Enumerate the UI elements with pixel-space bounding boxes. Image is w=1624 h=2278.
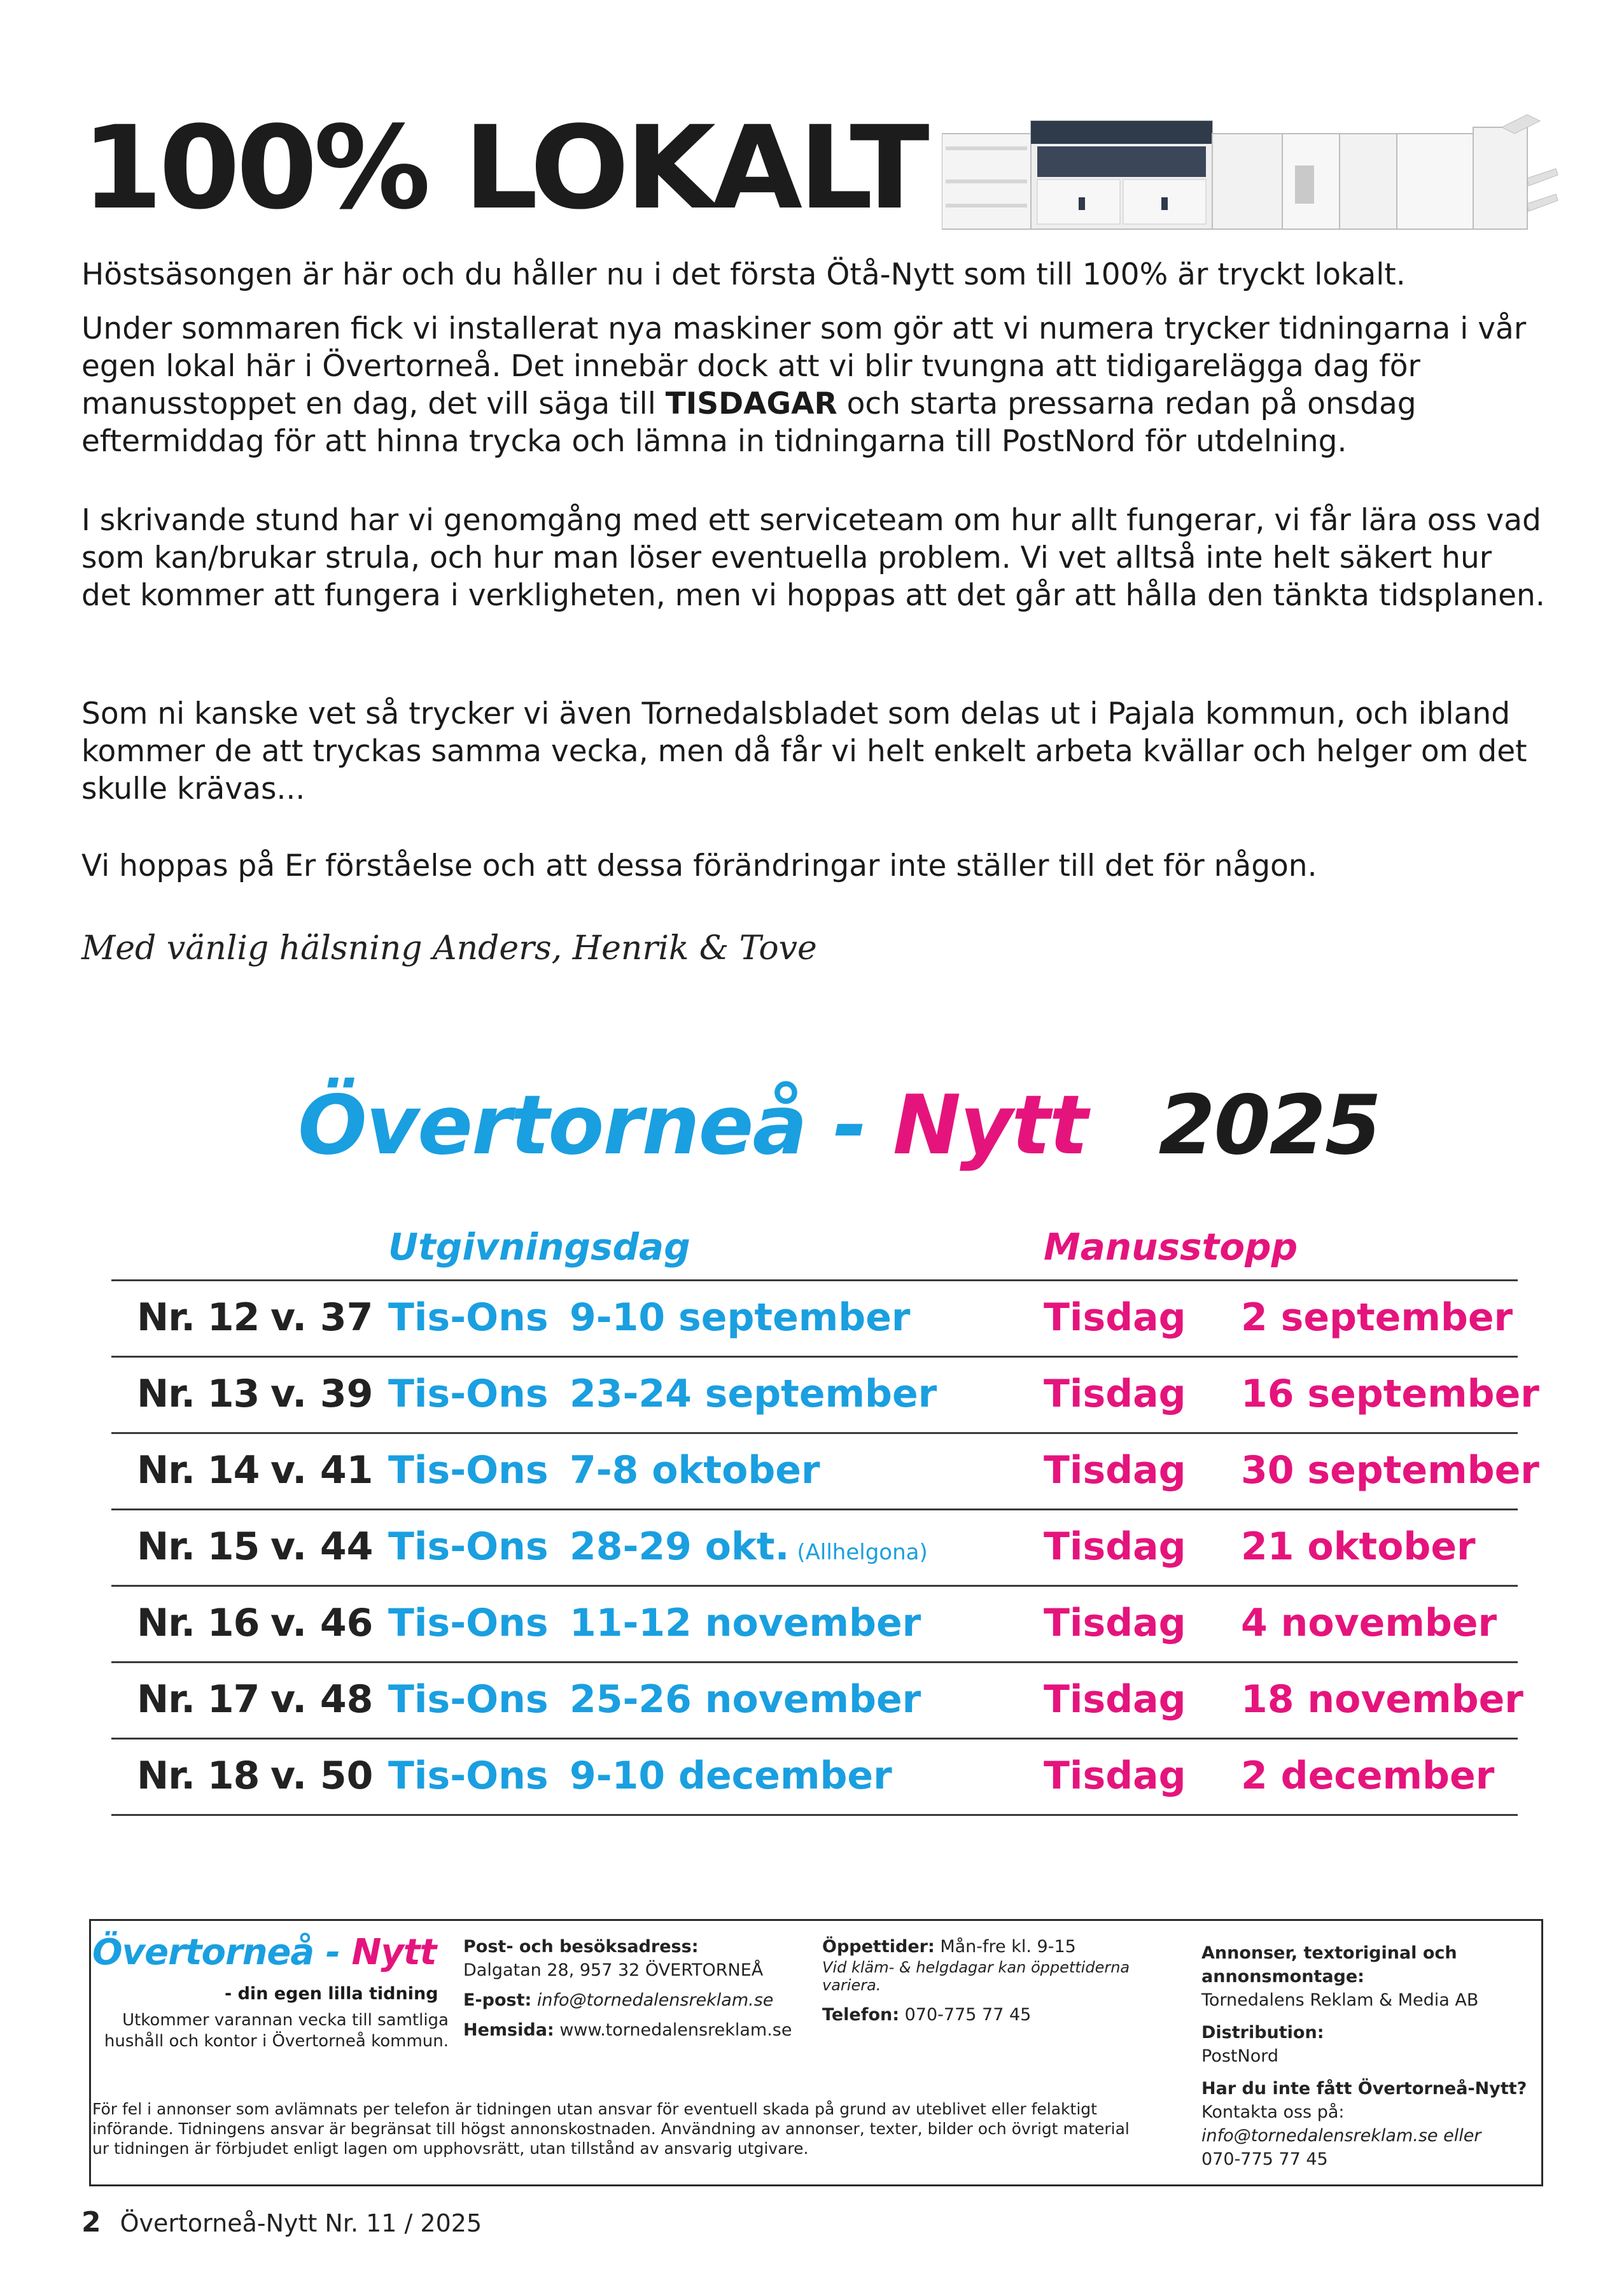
holiday-note: (Allhelgona) [797,1540,928,1565]
tuesdays-emphasis: TISDAGAR [665,386,837,421]
table-row [111,1279,1518,1356]
release-days: Tis-Ons [388,1448,549,1493]
deadline-date: 18 november [1241,1677,1523,1722]
issue-label: Övertorneå-Nytt Nr. 11 / 2025 [120,2209,482,2237]
deadline-day: Tisdag [1044,1677,1186,1722]
deadline-day: Tisdag [1044,1754,1186,1798]
release-days: Tis-Ons [388,1372,549,1416]
schedule-year: 2025 [1158,1078,1380,1173]
table-row [111,1661,1523,1738]
hours-column: Öppettider: Mån-fre kl. 9-15 Vid kläm- & helgdagar kan öppettiderna variera. Telefon: 070-775 77 45 [822,1935,1179,2027]
release-days: Tis-Ons [388,1295,549,1340]
release-dates: 25-26 november [570,1677,921,1722]
address: Dalgatan 28, 957 32 ÖVERTORNEÅ [463,1960,764,1980]
schedule-table [111,1279,1539,1816]
week-number: v. 48 [270,1677,374,1722]
week-number: v. 37 [270,1295,374,1340]
phone-number: 070-775 77 45 [904,2005,1032,2025]
deadline-day: Tisdag [1044,1372,1186,1416]
release-days: Tis-Ons [388,1601,549,1645]
release-dates: 11-12 november [570,1601,921,1645]
column-header-release: Utgivningsdag [388,1225,690,1269]
week-number: v. 46 [270,1601,374,1645]
release-dates: 7-8 oktober [570,1448,820,1493]
intro-paragraph-5: Vi hoppas på Er förståelse och att dessa förändringar inte ställer till det för någon. [81,848,1317,883]
release-days: Tis-Ons [388,1524,549,1569]
week-number: v. 50 [270,1754,374,1798]
issue-number: Nr. 14 [137,1448,260,1493]
website-link[interactable]: www.tornedalensreklam.se [559,2020,792,2040]
week-number: v. 44 [270,1524,374,1569]
page-number: 2 [81,2206,101,2239]
legal-disclaimer: För fel i annonser som avlämnats per telefon är tidningen utan ansvar för eventuell skada på grund av uteblivet eller felaktigt införande. Tidningens ansvar är begränsat till högst annonskostnaden. Användning av annonser, texter, bilder och övrigt material ur tidningen är förbjudet enligt lagen om upphovsrätt, utan tillstånd av ansvarig utgivare. [92,2100,1130,2158]
issue-number: Nr. 15 [137,1524,260,1569]
deadline-date: 4 november [1241,1601,1497,1645]
printer-illustration [942,108,1559,236]
signature: Med vänlig hälsning Anders, Henrik & Tove [81,929,817,967]
publisher-column: Annonser, textoriginal och annonsmontage: Tornedalens Reklam & Media AB Distribution: PostNord Har du inte fått Övertorneå-Nytt? Kontakta oss på: info@tornedalensreklam.se eller 070-775 77 45 [1201,1943,1527,2169]
release-dates: 9-10 december [570,1754,892,1798]
issue-number: Nr. 17 [137,1677,260,1722]
release-dates: 28-29 okt. (Allhelgona) [570,1524,928,1569]
table-row [111,1508,1518,1585]
table-row [111,1356,1539,1432]
deadline-day: Tisdag [1044,1524,1186,1569]
headline: 100% LOKALT [81,102,926,235]
deadline-date: 2 december [1241,1754,1495,1798]
deadline-day: Tisdag [1044,1448,1186,1493]
issue-number: Nr. 13 [137,1372,260,1416]
issue-number: Nr. 16 [137,1601,260,1645]
footer-blurb: Utkommer varannan vecka till samtliga hushåll och kontor i Övertorneå kommun. [104,2011,449,2051]
column-header-deadline: Manusstopp [1044,1225,1298,1269]
intro-paragraph-1: Höstsäsongen är här och du håller nu i det första Ötå-Nytt som till 100% är tryckt lokalt. [81,257,1406,292]
issue-number: Nr. 18 [137,1754,260,1798]
intro-paragraph-3: I skrivande stund har vi genomgång med ett serviceteam om hur allt fungerar, vi får lära oss vad som kan/brukar strula, och hur man löser eventuella problem. Vi vet alltså inte helt säkert hur det kommer att fungera i verkligheten, men vi hoppas att det går att hålla den tänkta tidsplanen. [81,503,1545,613]
hours-note: Vid kläm- & helgdagar kan öppettiderna variera. [822,1958,1130,1994]
schedule-title [298,1078,1380,1173]
footer-brand: Övertorneå - Nytt [92,1932,437,1973]
deadline-date: 16 september [1241,1372,1539,1416]
email-link[interactable]: info@tornedalensreklam.se [536,1990,774,2010]
deadline-date: 30 september [1241,1448,1539,1493]
missing-email-link[interactable]: info@tornedalensreklam.se eller [1201,2126,1481,2146]
deadline-day: Tisdag [1044,1295,1186,1340]
week-number: v. 39 [270,1372,374,1416]
intro-paragraph-4: Som ni kanske vet så trycker vi även Tornedalsbladet som delas ut i Pajala kommun, och ibland kommer de att tryckas samma vecka, men då får vi helt enkelt arbeta kvällar och helger om det skulle krävas... [81,696,1527,806]
brand-name-blue: Övertorneå - [298,1078,866,1173]
week-number: v. 41 [270,1448,374,1493]
release-dates: 9-10 september [570,1295,911,1340]
deadline-date: 21 oktober [1241,1524,1476,1569]
issue-number: Nr. 12 [137,1295,260,1340]
release-dates: 23-24 september [570,1372,937,1416]
brand-name-pink: Nytt [893,1078,1087,1173]
release-days: Tis-Ons [388,1754,549,1798]
footer-tagline: - din egen lilla tidning [225,1984,438,2004]
deadline-day: Tisdag [1044,1601,1186,1645]
deadline-date: 2 september [1241,1295,1513,1340]
release-days: Tis-Ons [388,1677,549,1722]
table-row [111,1585,1518,1661]
contact-column: Post- och besöksadress: Dalgatan 28, 957 32 ÖVERTORNEÅ E-post: info@tornedalensreklam.se Hemsida: www.tornedalensreklam.se [463,1935,820,2042]
table-row [111,1432,1539,1508]
table-row [111,1738,1518,1816]
intro-paragraph-2: Under sommaren fick vi installerat nya maskiner som gör att vi numera trycker tidningarna i vår egen lokal här i Övertorneå. Det innebär dock att vi blir tvungna att tidigarelägga dag för manusstoppet en dag, det vill säga till TISDAGAR och starta pressarna redan på onsdag eftermiddag för att hinna trycka och lämna in tidningarna till PostNord för utdelning. [81,311,1527,459]
page-footer [81,2206,482,2239]
